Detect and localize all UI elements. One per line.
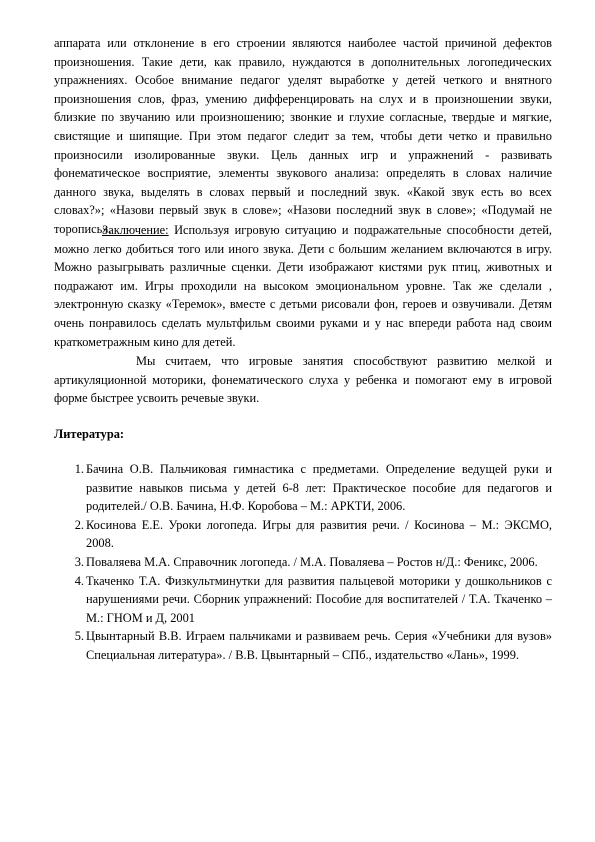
literature-heading: Литература: — [54, 427, 125, 441]
paragraph-speech-exercises: аппарата или отклонение в его строении являются наиболее частой причиной дефектов произношения. Такие дети, как правило, нуждаются в дополнительных логопедических упражнениях. Особое внимание педагог уделят выработке у детей четкого и внятного произношения слов, фраз, умению дифференцировать на слух и в произношении звуки, близкие по звучанию или произношению; звонкие и глухие согласные, твердые и мягкие, свистящие и шипящие. При этом педагог следит за тем, чтобы дети четко и правильно произносили изолированные звуки. Цель данных игр и упражнений - развивать фонематическое восприятие, элементы звукового анализа: определять в словах наличие данного звука, выделять в словах первый и последний звук. «Какой звук есть во всех словах?»; «Назови первый звук в слове»; «Назови последний звук в слове»; «Подумай не торопись». — [54, 36, 552, 236]
reference-number: 5. — [74, 629, 84, 644]
reference-text: Бачина О.В. Пальчиковая гимнастика с предметами. Определение ведущей руки и развитие навыков письма у детей 6-8 лет: Практическое пособие для педагогов и родителей./ О.В. Бачина, Н.Ф. Коробова – М.: АРКТИ, 2006. — [86, 462, 552, 514]
reference-item — [54, 516, 552, 553]
reference-text: Поваляева М.А. Справочник логопеда. / М.А. Поваляева – Ростов н/Д.: Феникс, 2006. — [86, 554, 538, 569]
reference-item — [54, 460, 552, 516]
reference-text: Косинова Е.Е. Уроки логопеда. Игры для развития речи. / Косинова – М.: ЭКСМО, 2008. — [86, 517, 552, 551]
reference-text: Ткаченко Т.А. Физкультминутки для развития пальцевой моторики у дошкольников с нарушениями речи. Сборник упражнений: Пособие для воспитателей / Т.А. Ткаченко – М.: ГНОМ и Д, 2001 — [86, 573, 552, 625]
reference-item — [54, 627, 552, 664]
paragraph-summary: Мы считаем, что игровые занятия способствуют развитию мелкой и артикуляционной моторики, фонематического слуха у ребенка и помогают ему в игровой форме быстрее усвоить речевые звуки. — [54, 354, 552, 406]
reference-item — [54, 553, 552, 572]
paragraph-conclusion — [54, 221, 552, 351]
reference-text: Цвынтарный В.В. Играем пальчиками и развиваем речь. Серия «Учебники для вузов» Специальная литература». / В.В. Цвынтарный – СПб., издательство «Лань», 1999. — [86, 629, 552, 662]
reference-number: 3. — [74, 554, 84, 569]
reference-list — [54, 460, 552, 665]
reference-number: 2. — [74, 517, 84, 532]
conclusion-label: Заключение: — [102, 223, 169, 237]
reference-number: 4. — [74, 573, 84, 588]
reference-item — [54, 572, 552, 628]
conclusion-text: Используя игровую ситуацию и подражательные способности детей, можно легко добиться того или иного звука. Дети с большим желанием включаются в игру. Можно разыгрывать различные сценки. Дети изображают кистями рук птиц, животных и подражают им. Игры проходили на высоком эмоциональном уровне. Так же сделали , электронную сказку «Теремок», вместе с детьми рисовали фон, героев и озвучивали. Детям очень понравилось сделать мультфильм своими руками и у нас впереди работа над своим краткометражным кино для детей. — [54, 223, 552, 349]
reference-number: 1. — [74, 462, 84, 476]
